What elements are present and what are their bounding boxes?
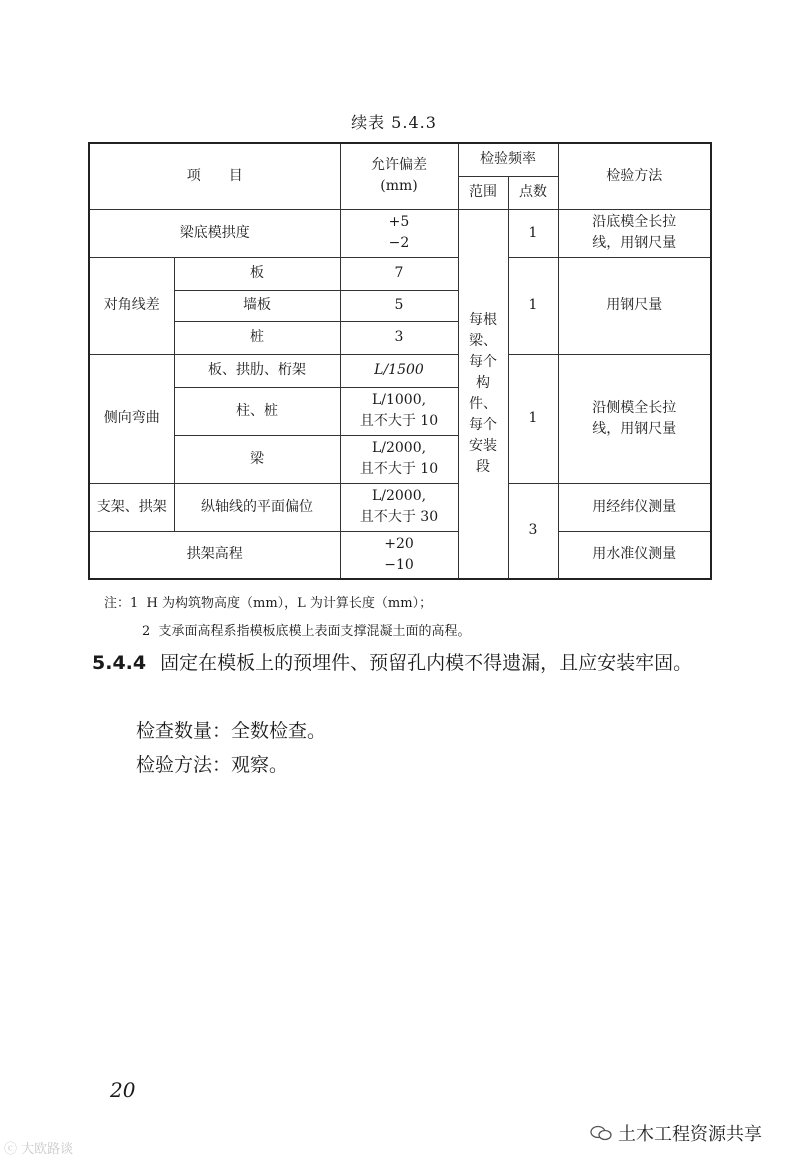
lateral-points: 1 [508, 354, 558, 483]
shared-points: 3 [508, 483, 558, 579]
lateral-item: 梁 [174, 435, 340, 483]
diagonal-label: 对角线差 [89, 257, 174, 354]
support-tolerance: L/2000, 且不大于 30 [340, 483, 458, 531]
header-tolerance: 允许偏差 (mm) [340, 143, 458, 209]
header-item: 项 目 [89, 143, 340, 209]
tolerance-table [88, 142, 712, 580]
header-points: 点数 [508, 176, 558, 209]
diagonal-item: 板 [174, 257, 340, 290]
lateral-item: 板、拱肋、桁架 [174, 354, 340, 387]
clause-text: 固定在模板上的预埋件、预留孔内模不得遗漏，且应安装牢固。 [160, 652, 693, 674]
row-beam-bottom-label: 梁底模拱度 [89, 209, 340, 257]
support-item: 纵轴线的平面偏位 [174, 483, 340, 531]
clause-number: 5.4.4 [92, 652, 147, 674]
diagonal-method: 用钢尺量 [558, 257, 711, 354]
diagonal-item: 墙板 [174, 290, 340, 321]
arch-tolerance: +20 −10 [340, 531, 458, 579]
wechat-icon [590, 1125, 612, 1141]
diagonal-tolerance: 3 [340, 321, 458, 354]
support-label: 支架、拱架 [89, 483, 174, 531]
table-notes [104, 590, 471, 646]
arch-method: 用水准仪测量 [558, 531, 711, 579]
diagonal-tolerance: 5 [340, 290, 458, 321]
lateral-method: 沿侧模全长拉 线，用钢尺量 [558, 354, 711, 483]
header-frequency: 检验频率 [458, 143, 558, 176]
row-beam-bottom-points: 1 [508, 209, 558, 257]
watermark-right: 土木工程资源共享 [590, 1120, 762, 1146]
inspection-quantity: 检查数量：全数检查。 [136, 720, 327, 742]
scope-cell: 每根 梁、 每个 构件、 每个 安装 段 [458, 209, 508, 579]
watermark-left: ⓒ 大欧路谈 [4, 1142, 74, 1157]
lateral-tolerance: L/2000, 且不大于 10 [340, 435, 458, 483]
lateral-item: 柱、桩 [174, 387, 340, 435]
header-scope: 范围 [458, 176, 508, 209]
lateral-tolerance: L/1500 [340, 354, 458, 387]
diagonal-item: 桩 [174, 321, 340, 354]
inspection-method: 检验方法：观察。 [136, 754, 289, 776]
page-number: 20 [110, 1078, 136, 1102]
support-method: 用经纬仪测量 [558, 483, 711, 531]
note-2: 2 支承面高程系指模板底模上表面支撑混凝土面的高程。 [142, 624, 471, 639]
header-method: 检验方法 [558, 143, 711, 209]
note-1: 注：1 H 为构筑物高度（mm），L 为计算长度（mm）； [104, 596, 433, 611]
table-caption: 续表 5.4.3 [351, 113, 437, 132]
watermark-logo-icon: ⓒ [4, 1142, 18, 1157]
lateral-label: 侧向弯曲 [89, 354, 174, 483]
lateral-tolerance: L/1000, 且不大于 10 [340, 387, 458, 435]
row-beam-bottom-tolerance: +5 −2 [340, 209, 458, 257]
arch-label: 拱架高程 [89, 531, 340, 579]
diagonal-tolerance: 7 [340, 257, 458, 290]
clause-5-4-4 [92, 646, 710, 680]
row-beam-bottom-method: 沿底模全长拉 线，用钢尺量 [558, 209, 711, 257]
diagonal-points: 1 [508, 257, 558, 354]
